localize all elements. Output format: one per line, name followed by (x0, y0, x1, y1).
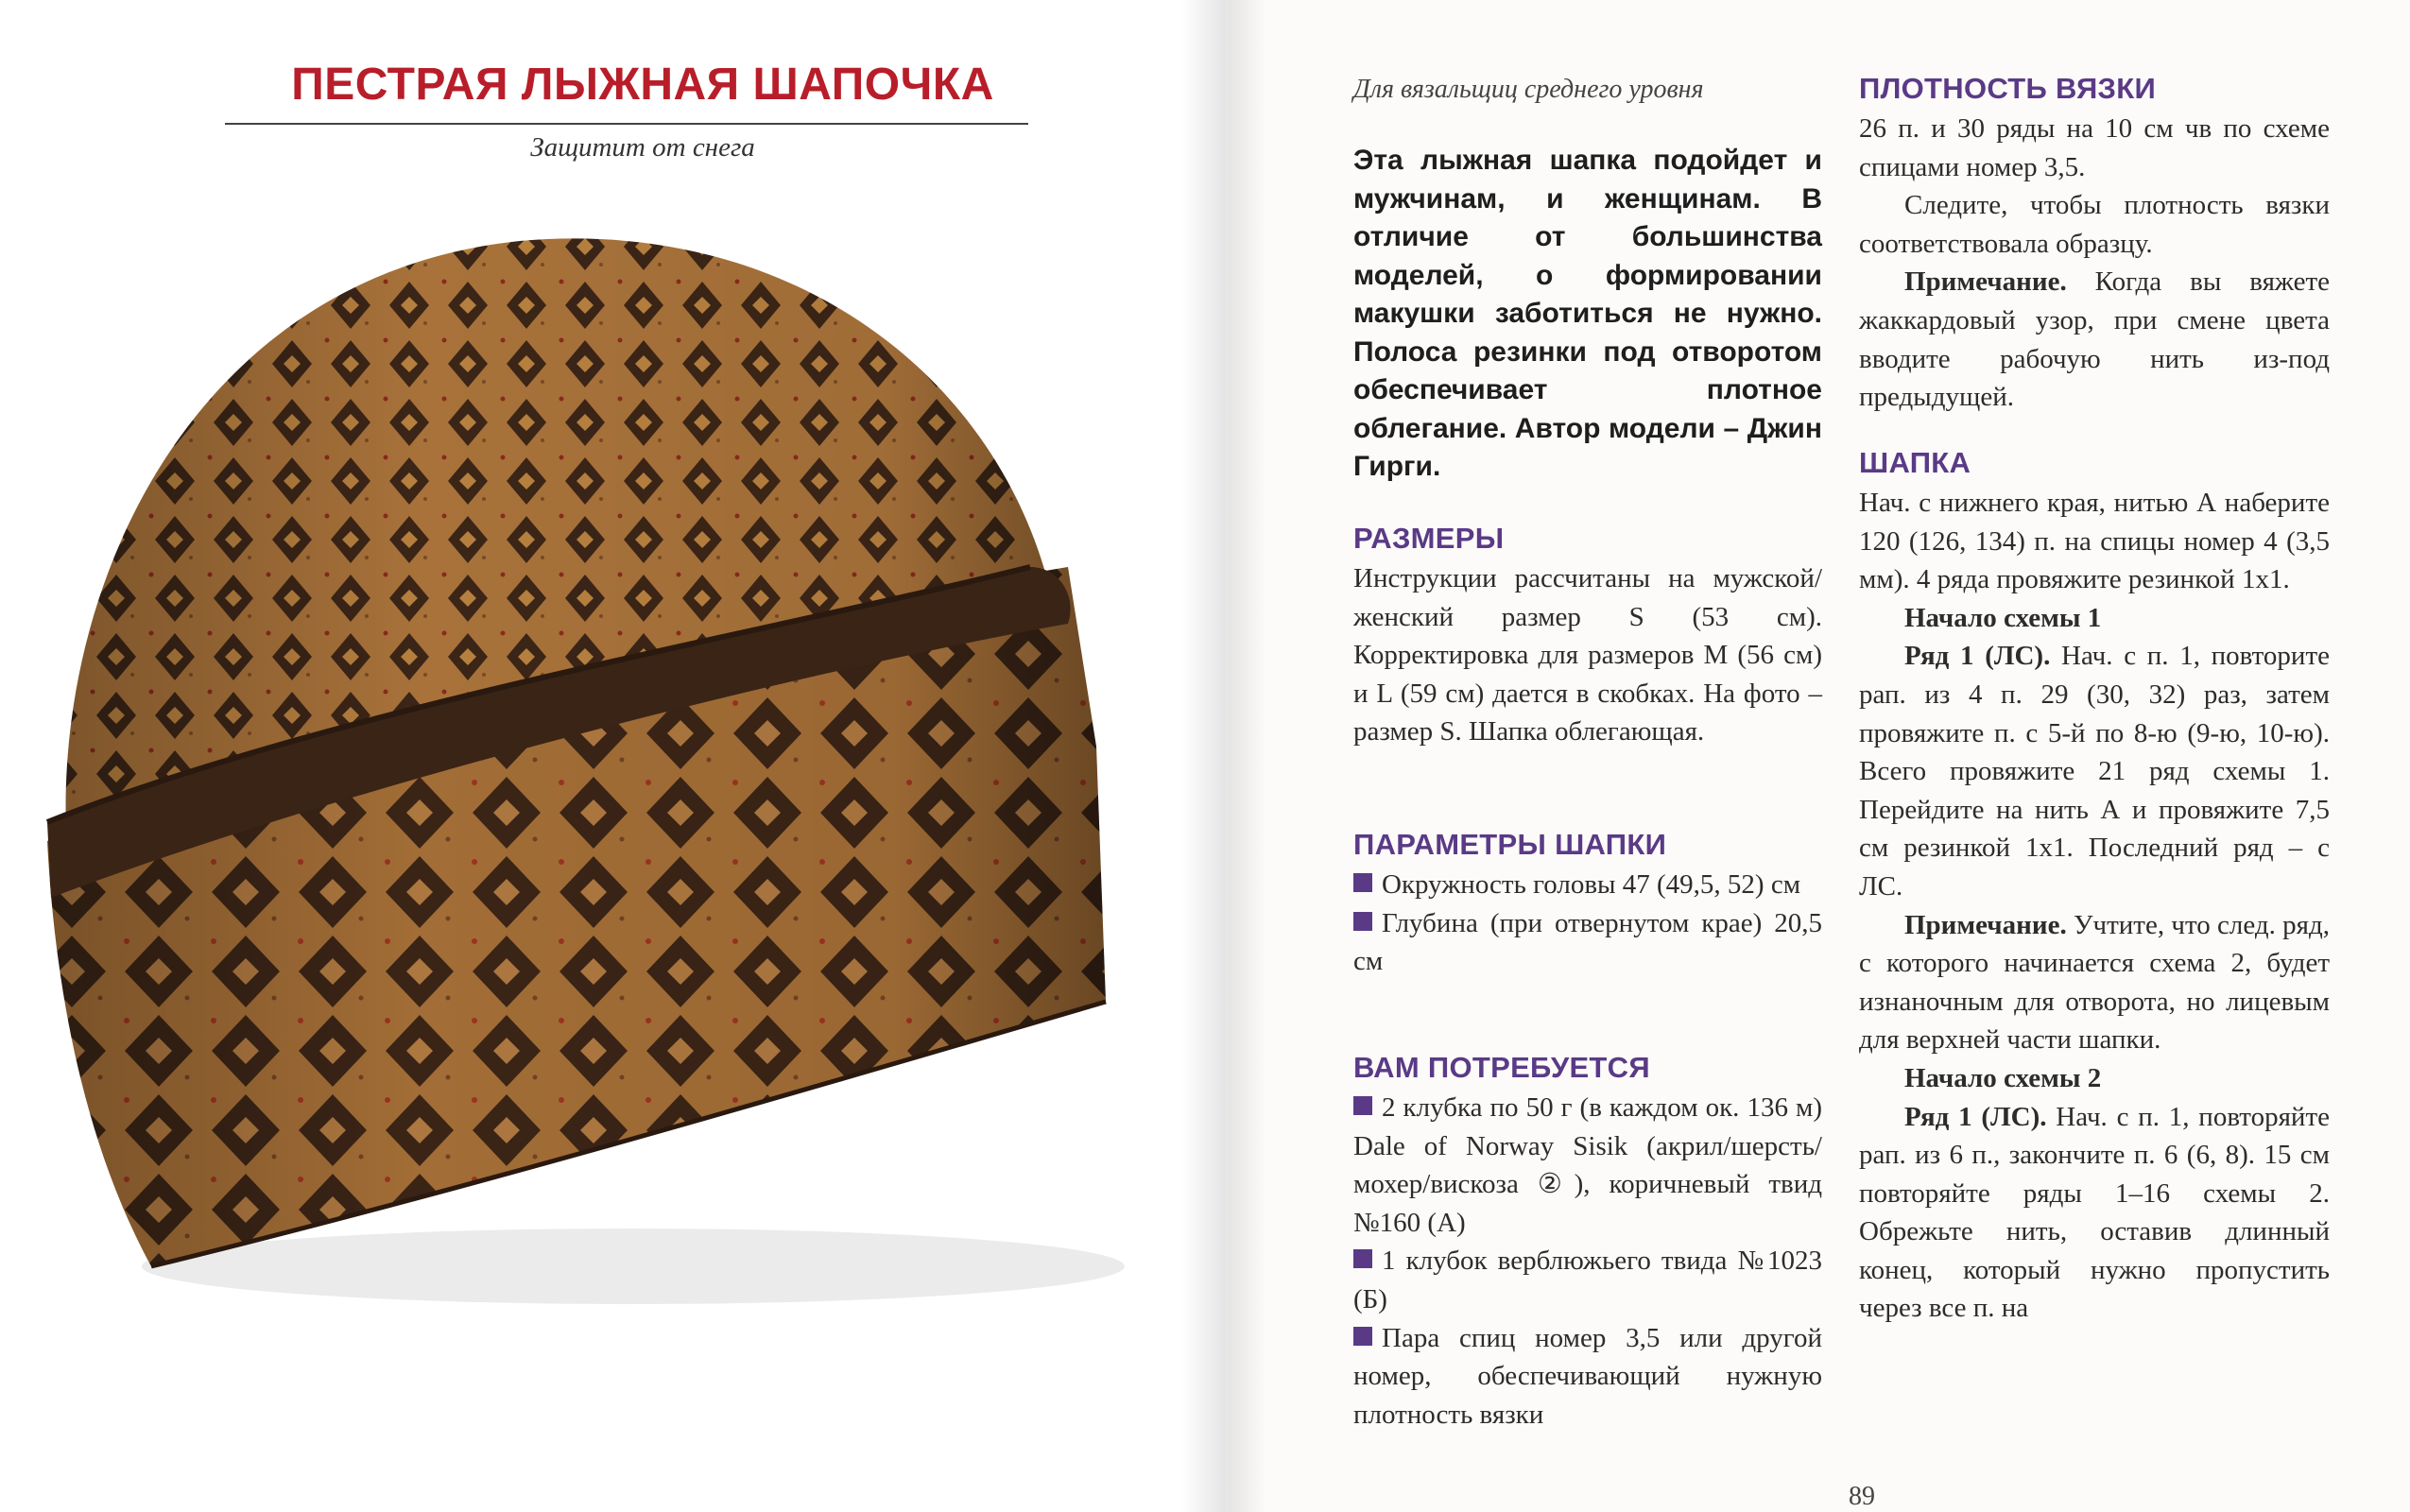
gauge-section (1859, 68, 2330, 417)
hat-heading: ШАПКА (1859, 446, 1971, 479)
chart1-row1: Ряд 1 (ЛС). Нач. с п. 1, повторите рап. из 4 п. 29 (30, 32) раз, затем провяжите п. с 5-й по 8-ю (9-ю, 10-ю). Всего провяжите 21 ряд схемы 1. Перейдите на нить А и провяжите 7,5 см резинкой 1х1. Последний ряд – с ЛС. (1859, 641, 2330, 902)
hat-note: Примечание. Учтите, что след. ряд, с которого начинается схема 2, будет изнаночным для отворота, но лицевым для верхней части шапки. (1859, 909, 2330, 1056)
bullet-square (1353, 873, 1372, 892)
sizes-text: Инструкции рассчитаны на мужской/женский размер S (53 см). Корректировка для размеров M (56 см) и L (59 см) дается в скобках. На фото – размер S. Шапка облегающая. (1353, 563, 1822, 747)
gauge-heading: ПЛОТНОСТЬ ВЯЗКИ (1859, 72, 2157, 105)
gauge-check-text: Следите, чтобы плотность вязки соответствовала образцу. (1859, 190, 2330, 259)
params-item: Глубина (при отвернутом крае) 20,5 см (1353, 907, 1822, 977)
hat-section (1859, 442, 2330, 1328)
article-title: ПЕСТРАЯ ЛЫЖНАЯ ШАПОЧКА (291, 60, 994, 110)
bullet-square (1353, 912, 1372, 931)
chart2-label: Начало схемы 2 (1904, 1062, 2102, 1093)
params-heading: ПАРАМЕТРЫ ШАПКИ (1353, 828, 1667, 861)
title-rule (225, 123, 1028, 125)
chart1-label: Начало схемы 1 (1904, 602, 2102, 633)
params-section (1353, 824, 1822, 981)
knitted-hat-photo (28, 217, 1200, 1332)
params-item: Окружность головы 47 (49,5, 52) см (1353, 866, 1822, 904)
gauge-text: 26 п. и 30 ряды на 10 см чв по схеме спицами номер 3,5. (1859, 113, 2330, 182)
bullet-square (1353, 1096, 1372, 1115)
materials-item: 2 клубка по 50 г (в каждом ок. 136 м) Dale of Norway Sisik (акрил/шерсть/мохер/вискоза ②), коричневый твид №160 (А) (1353, 1092, 1822, 1238)
bullet-square (1353, 1249, 1372, 1268)
gauge-note: Примечание. Когда вы вяжете жаккардовый узор, при смене цвета вводите рабочую нить из-под предыдущей. (1859, 266, 2330, 413)
difficulty-level: Для вязальщиц среднего уровня (1353, 75, 1704, 104)
page-number: 89 (1849, 1482, 1875, 1511)
sizes-section (1353, 518, 1822, 751)
materials-item: 1 клубок верблюжьего твида №1023 (Б) (1353, 1246, 1822, 1314)
bullet-square (1353, 1327, 1372, 1346)
article-subtitle: Защитит от снега (530, 132, 755, 163)
sizes-heading: РАЗМЕРЫ (1353, 522, 1505, 555)
materials-section (1353, 1047, 1822, 1434)
hat-cast-on-text: Нач. с нижнего края, нитью А наберите 120 (126, 134) п. на спицы номер 4 (3,5 мм). 4 ряда провяжите резинкой 1х1. (1859, 488, 2330, 595)
materials-heading: ВАМ ПОТРЕБУЕТСЯ (1353, 1051, 1650, 1084)
intro-paragraph: Эта лыжная шапка подойдет и мужчинам, и женщинам. В отличие от большинства моделей, о формировании макушки заботиться не нужно. Полоса резинки под отворотом обеспечивает плотное облегание. Автор модели – Джин Гирги. (1353, 145, 1822, 482)
materials-item: Пара спиц номер 3,5 или другой номер, обеспечивающий нужную плотность вязки (1353, 1322, 1822, 1430)
chart2-row1: Ряд 1 (ЛС). Нач. с п. 1, повторяйте рап. из 6 п., закончите п. 6 (6, 8). 15 см повторяйте ряды 1–16 схемы 2. Обрежьте нить, оставив длинный конец, который нужно пропустить через все п. на (1859, 1101, 2330, 1324)
